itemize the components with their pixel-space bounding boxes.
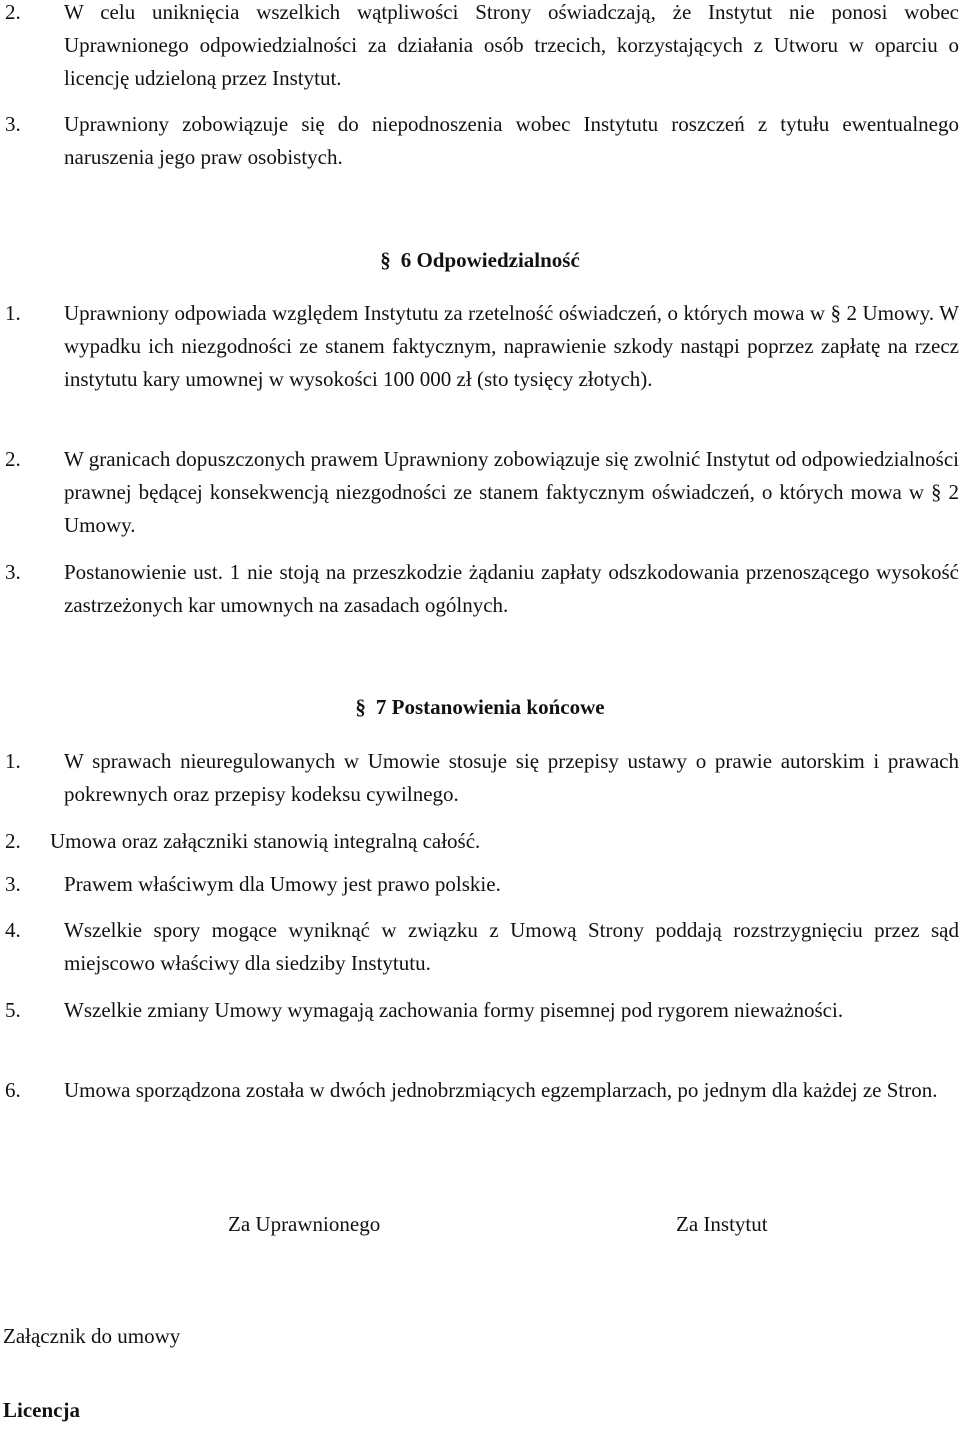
appendix-label: Załącznik do umowy [3,1324,181,1348]
section-title: 6 Odpowiedzialność [400,248,580,272]
clause-text: Umowa oraz załączniki stanowią integralną całość. [50,829,481,853]
clause-number: 3. [5,872,21,896]
clause-number: 3. [5,560,21,584]
clause-number: 1. [5,301,21,325]
clause-text: Wszelkie spory mogące wyniknąć w związku z Umową Strony poddają rozstrzygnięciu przez sąd miejscowo właściwy dla siedziby Instytutu. [64,918,959,975]
clause-number: 2. [5,447,21,471]
clause-number: 2. [5,0,21,24]
clause-number: 4. [5,918,21,942]
clause-text: W sprawach nieuregulowanych w Umowie stosuje się przepisy ustawy o prawie autorskim i prawach pokrewnych oraz przepisy kodeksu cywilnego. [64,749,959,806]
clause-text: Postanowienie ust. 1 nie stoją na przeszkodzie żądaniu zapłaty odszkodowania przenoszącego wysokość zastrzeżonych kar umownych na zasadach ogólnych. [64,560,959,617]
appendix-title: Licencja [3,1398,80,1422]
section-sign: § [380,248,391,272]
clause-number: 6. [5,1078,21,1102]
clause-text: W celu uniknięcia wszelkich wątpliwości Strony oświadczają, że Instytut nie ponosi wobec Uprawnionego odpowiedzialności za działania osób trzecich, korzystających z Utworu w oparciu o licencję udzieloną przez Instytut. [64,0,959,90]
clause-number: 1. [5,749,21,773]
clause-text: W granicach dopuszczonych prawem Uprawniony zobowiązuje się zwolnić Instytut od odpowiedzialności prawnej będącej konsekwencją niezgodności ze stanem faktycznym oświadczeń, o których mowa w § 2 Umowy. [64,447,959,537]
clause-number: 5. [5,998,21,1022]
section-6-heading [0,244,960,277]
section-sign: § [355,695,366,719]
clause-text: Prawem właściwym dla Umowy jest prawo polskie. [64,872,501,896]
signature-right-label: Za Instytut [676,1212,768,1236]
clause-number: 3. [5,112,21,136]
section-7-heading [0,691,960,724]
section-title: 7 Postanowienia końcowe [375,695,605,719]
clause-text: Wszelkie zmiany Umowy wymagają zachowania formy pisemnej pod rygorem nieważności. [64,998,844,1022]
clause-number: 2. [5,829,21,853]
signature-left-label: Za Uprawnionego [228,1212,381,1236]
clause-text: Uprawniony zobowiązuje się do niepodnoszenia wobec Instytutu roszczeń z tytułu ewentualnego naruszenia jego praw osobistych. [64,112,959,169]
clause-text: Umowa sporządzona została w dwóch jednobrzmiących egzemplarzach, po jednym dla każdej ze Stron. [64,1078,938,1102]
clause-text: Uprawniony odpowiada względem Instytutu za rzetelność oświadczeń, o których mowa w § 2 Umowy. W wypadku ich niezgodności ze stanem faktycznym, naprawienie szkody nastąpi poprzez zapłatę na rzecz instytutu kary umownej w wysokości 100 000 zł (sto tysięcy złotych). [64,301,959,391]
